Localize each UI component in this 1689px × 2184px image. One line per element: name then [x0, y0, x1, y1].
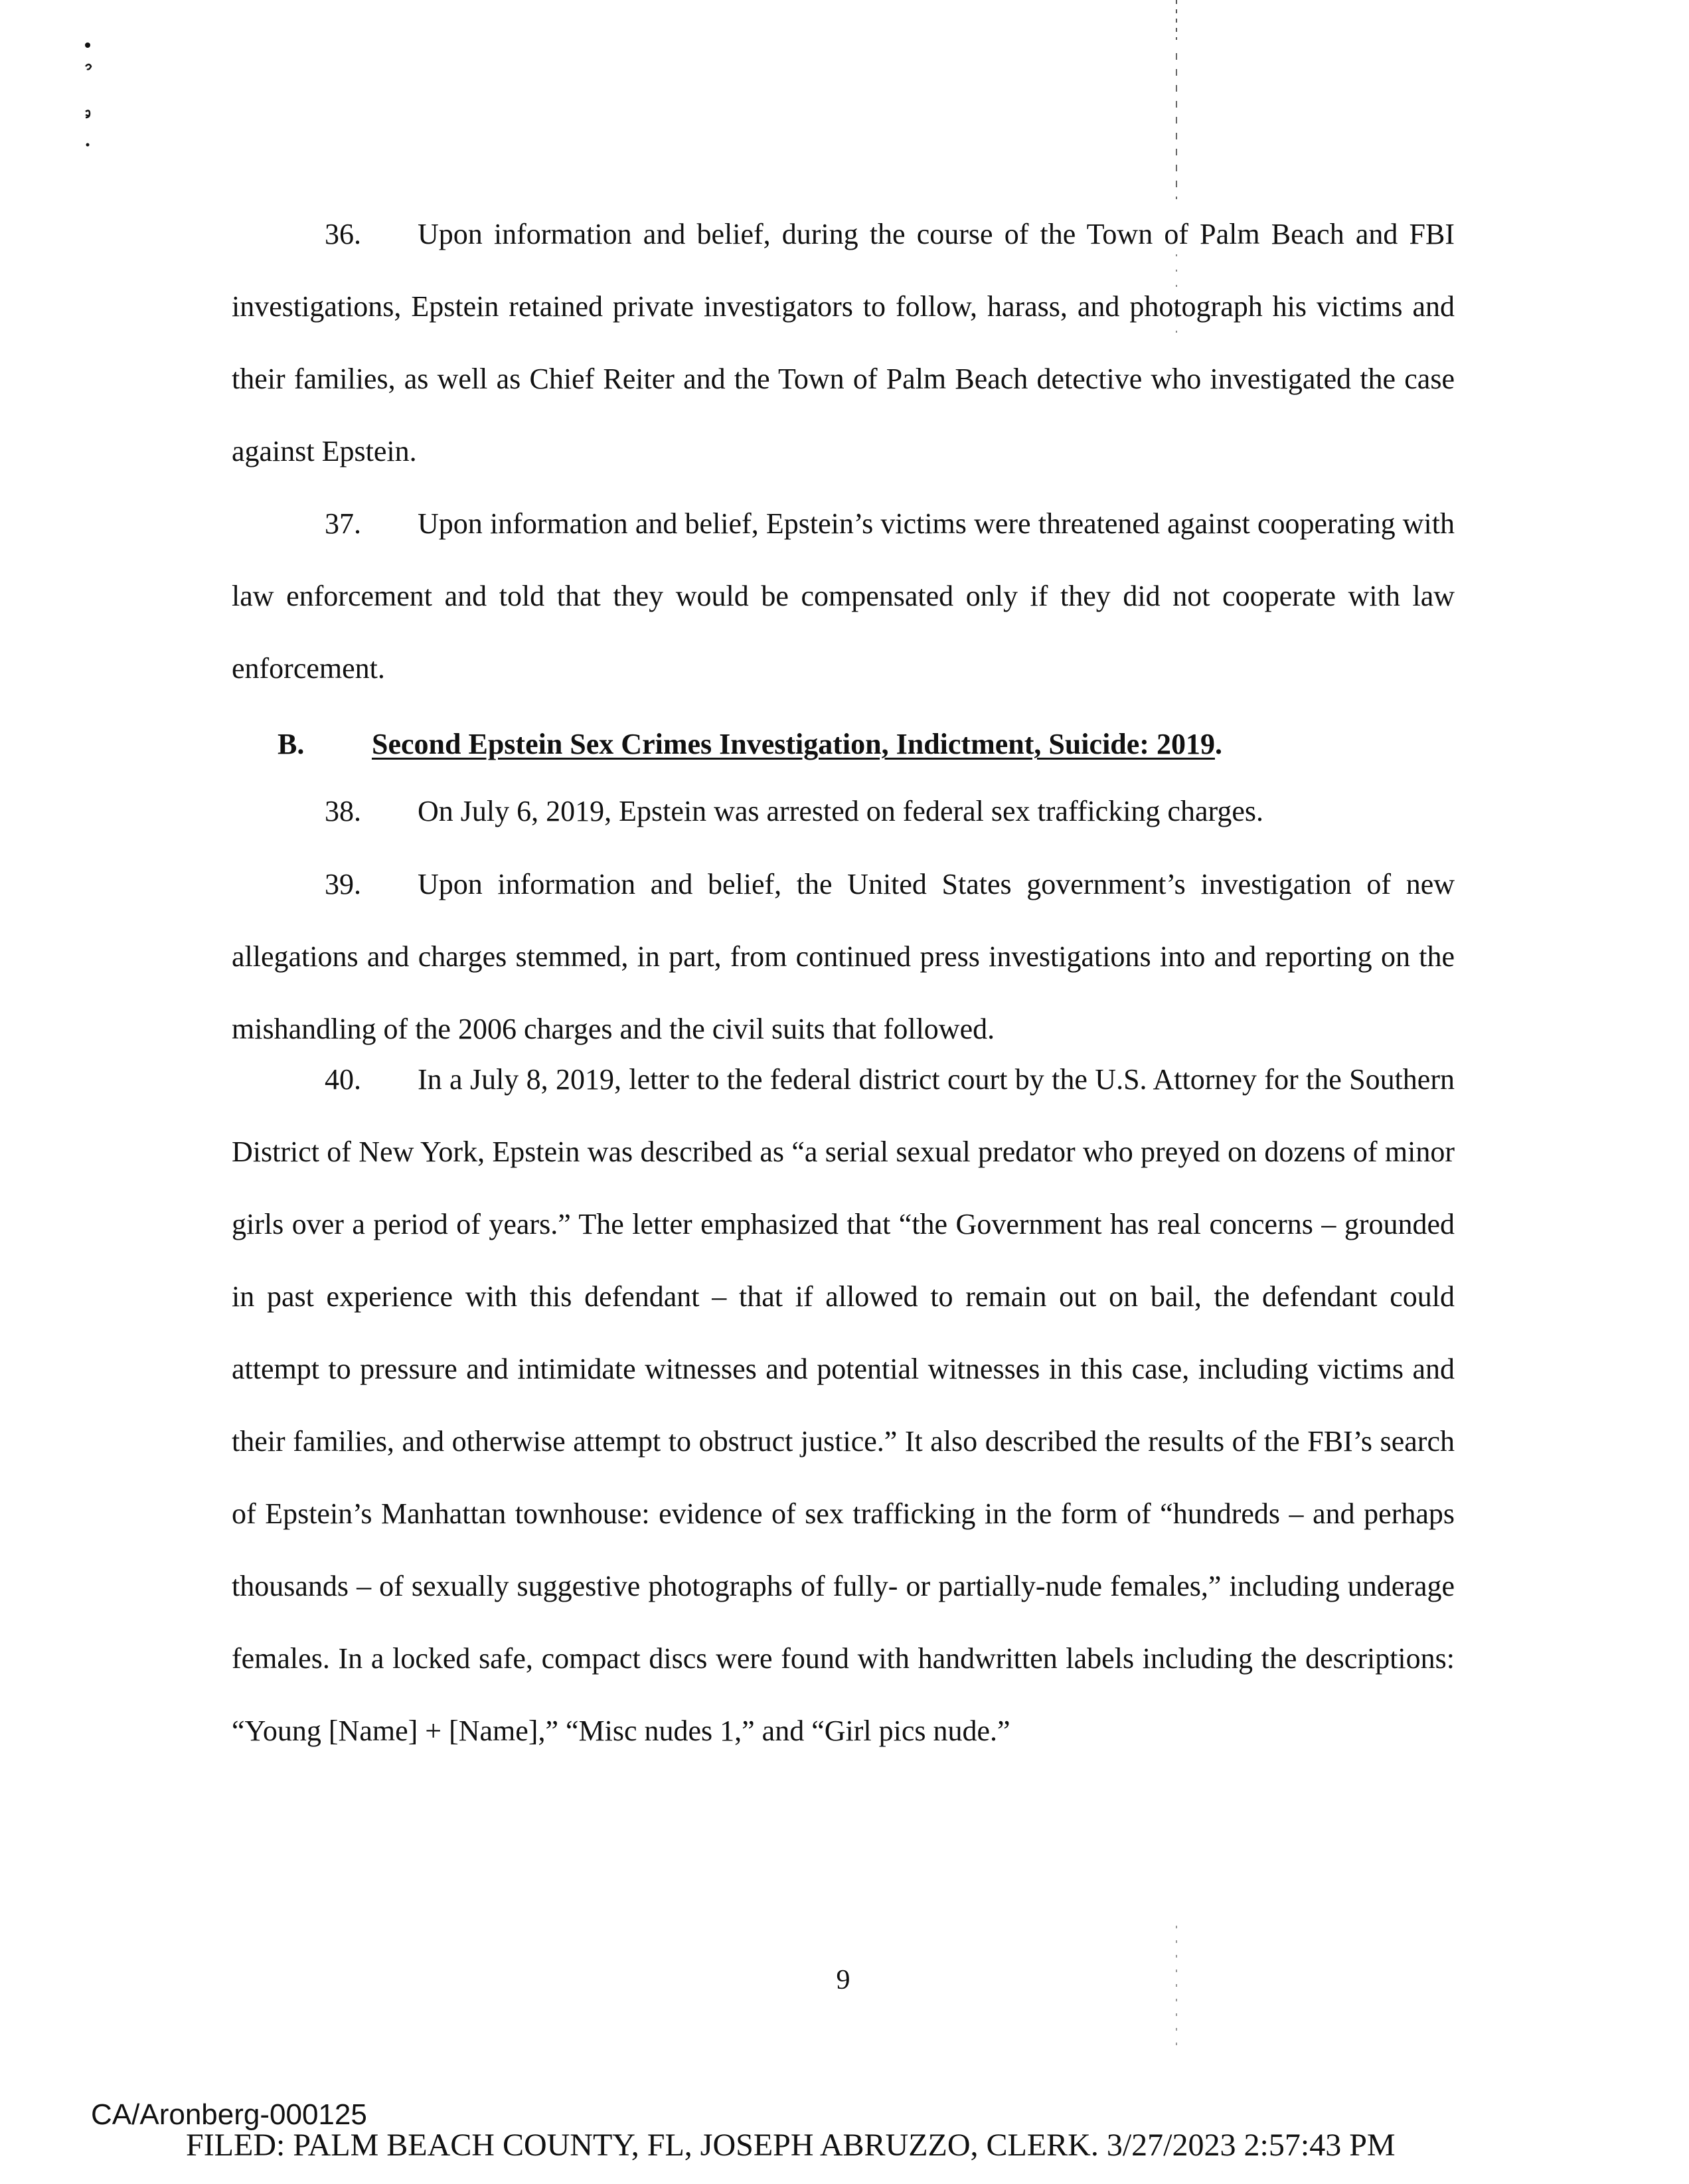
- paragraph-36: [232, 198, 1455, 487]
- paragraph-number: 40.: [325, 1063, 361, 1096]
- paragraph-40: [232, 1043, 1455, 1767]
- paragraph-text: Upon information and belief, the United States government’s investigation of new allegations and charges stemmed, in part, from continued press investigations into and reporting on the mishandling of the 2006 charges and the civil suits that followed.: [232, 868, 1455, 1045]
- section-heading: [278, 708, 1406, 780]
- scan-artifact-marks: [80, 40, 100, 153]
- paragraph-number: 37.: [325, 507, 361, 540]
- paragraph-37: [232, 487, 1455, 705]
- paragraph-38: [232, 775, 1455, 847]
- page-number: 9: [836, 1965, 850, 1995]
- paragraph-39: [232, 848, 1455, 1065]
- paragraph-text: Upon information and belief, during the course of the Town of Palm Beach and FBI investigations, Epstein retained private investigators to follow, harass, and photograph his victims and their families, as well as Chief Reiter and the Town of Palm Beach detective who investigated the case against Epstein.: [232, 218, 1455, 467]
- bates-number: CA/Aronberg-000125: [91, 2098, 367, 2131]
- section-title: Second Epstein Sex Crimes Investigation, Indictment, Suicide: 2019: [372, 728, 1215, 760]
- paragraph-number: 36.: [325, 218, 361, 250]
- section-letter: B.: [278, 728, 305, 760]
- section-title-period: .: [1214, 728, 1222, 760]
- paragraph-text: In a July 8, 2019, letter to the federal district court by the U.S. Attorney for the Southern District of New York, Epstein was described as “a serial sexual predator who preyed on dozens of minor girls over a period of years.” The letter emphasized that “the Government has real concerns – grounded in past experience with this defendant – that if allowed to remain out on bail, the defendant could attempt to pressure and intimidate witnesses and potential witnesses in this case, including victims and their families, and otherwise attempt to obstruct justice.” It also described the results of the FBI’s search of Epstein’s Manhattan townhouse: evidence of sex trafficking in the form of “hundreds – and perhaps thousands – of sexually suggestive photographs of fully- or partially-nude females,” including underage females. In a locked safe, compact discs were found with handwritten labels including the descriptions: “Young [Name] + [Name],” “Misc nudes 1,” and “Girl pics nude.”: [232, 1063, 1455, 1747]
- filed-stamp: FILED: PALM BEACH COUNTY, FL, JOSEPH ABRUZZO, CLERK. 3/27/2023 2:57:43 PM: [186, 2128, 1396, 2163]
- paragraph-text: On July 6, 2019, Epstein was arrested on federal sex trafficking charges.: [418, 795, 1264, 827]
- paragraph-text: Upon information and belief, Epstein’s victims were threatened against cooperating with law enforcement and told that they would be compensated only if they did not cooperate with law enforcement.: [232, 507, 1455, 685]
- paragraph-number: 38.: [325, 795, 361, 827]
- paragraph-number: 39.: [325, 868, 361, 900]
